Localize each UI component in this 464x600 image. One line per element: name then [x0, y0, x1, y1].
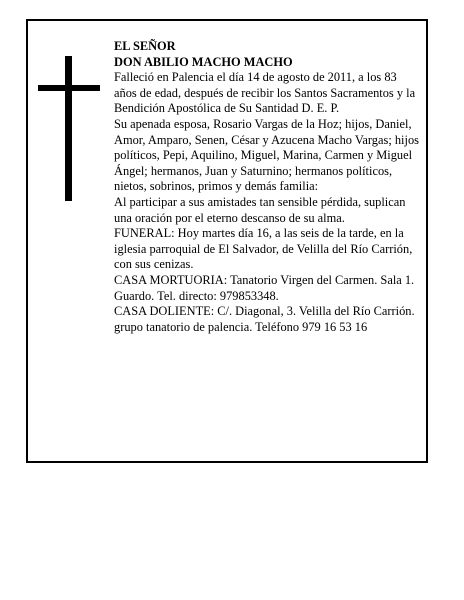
funeral-home-contact: grupo tanatorio de palencia. Teléfono 979 16 53 16 — [114, 319, 368, 334]
death-announcement: Falleció en Palencia el día 14 de agosto de 2011, a los 83 años de edad, después de recibir los Santos Sacramentos y la Bendición Apostólica de Su Santidad D. E. P. — [114, 70, 416, 116]
notice-title: EL SEÑOR — [114, 39, 176, 53]
cross-icon — [38, 56, 100, 201]
deceased-name: DON ABILIO MACHO MACHO — [114, 54, 293, 69]
family-home-info: CASA DOLIENTE: C/. Diagonal, 3. Velilla del Río Carrión. — [114, 304, 415, 319]
mortuary-info: CASA MORTUORIA: Tanatorio Virgen del Carmen. Sala 1. Guardo. Tel. directo: 979853348. — [114, 272, 415, 303]
notice-text — [114, 39, 422, 335]
prayer-request: Al participar a sus amistades tan sensible pérdida, suplican una oración por el eterno descanso de su alma. — [114, 194, 406, 225]
obituary-notice — [26, 19, 428, 463]
family-list: Su apenada esposa, Rosario Vargas de la Hoz; hijos, Daniel, Amor, Amparo, Senen, César y Azucena Macho Vargas; hijos políticos, Pepi, Aquilino, Miguel, Marina, Carmen y Miguel Ángel; hermanos, Juan y Saturnino; hermanos políticos, nietos, sobrinos, primos y demás familia: — [114, 116, 419, 194]
cross-horizontal-bar — [38, 85, 100, 91]
cross-vertical-bar — [65, 56, 72, 201]
funeral-info: FUNERAL: Hoy martes día 16, a las seis de la tarde, en la iglesia parroquial de El Salvador, de Velilla del Río Carrión, con sus cenizas. — [114, 226, 413, 272]
